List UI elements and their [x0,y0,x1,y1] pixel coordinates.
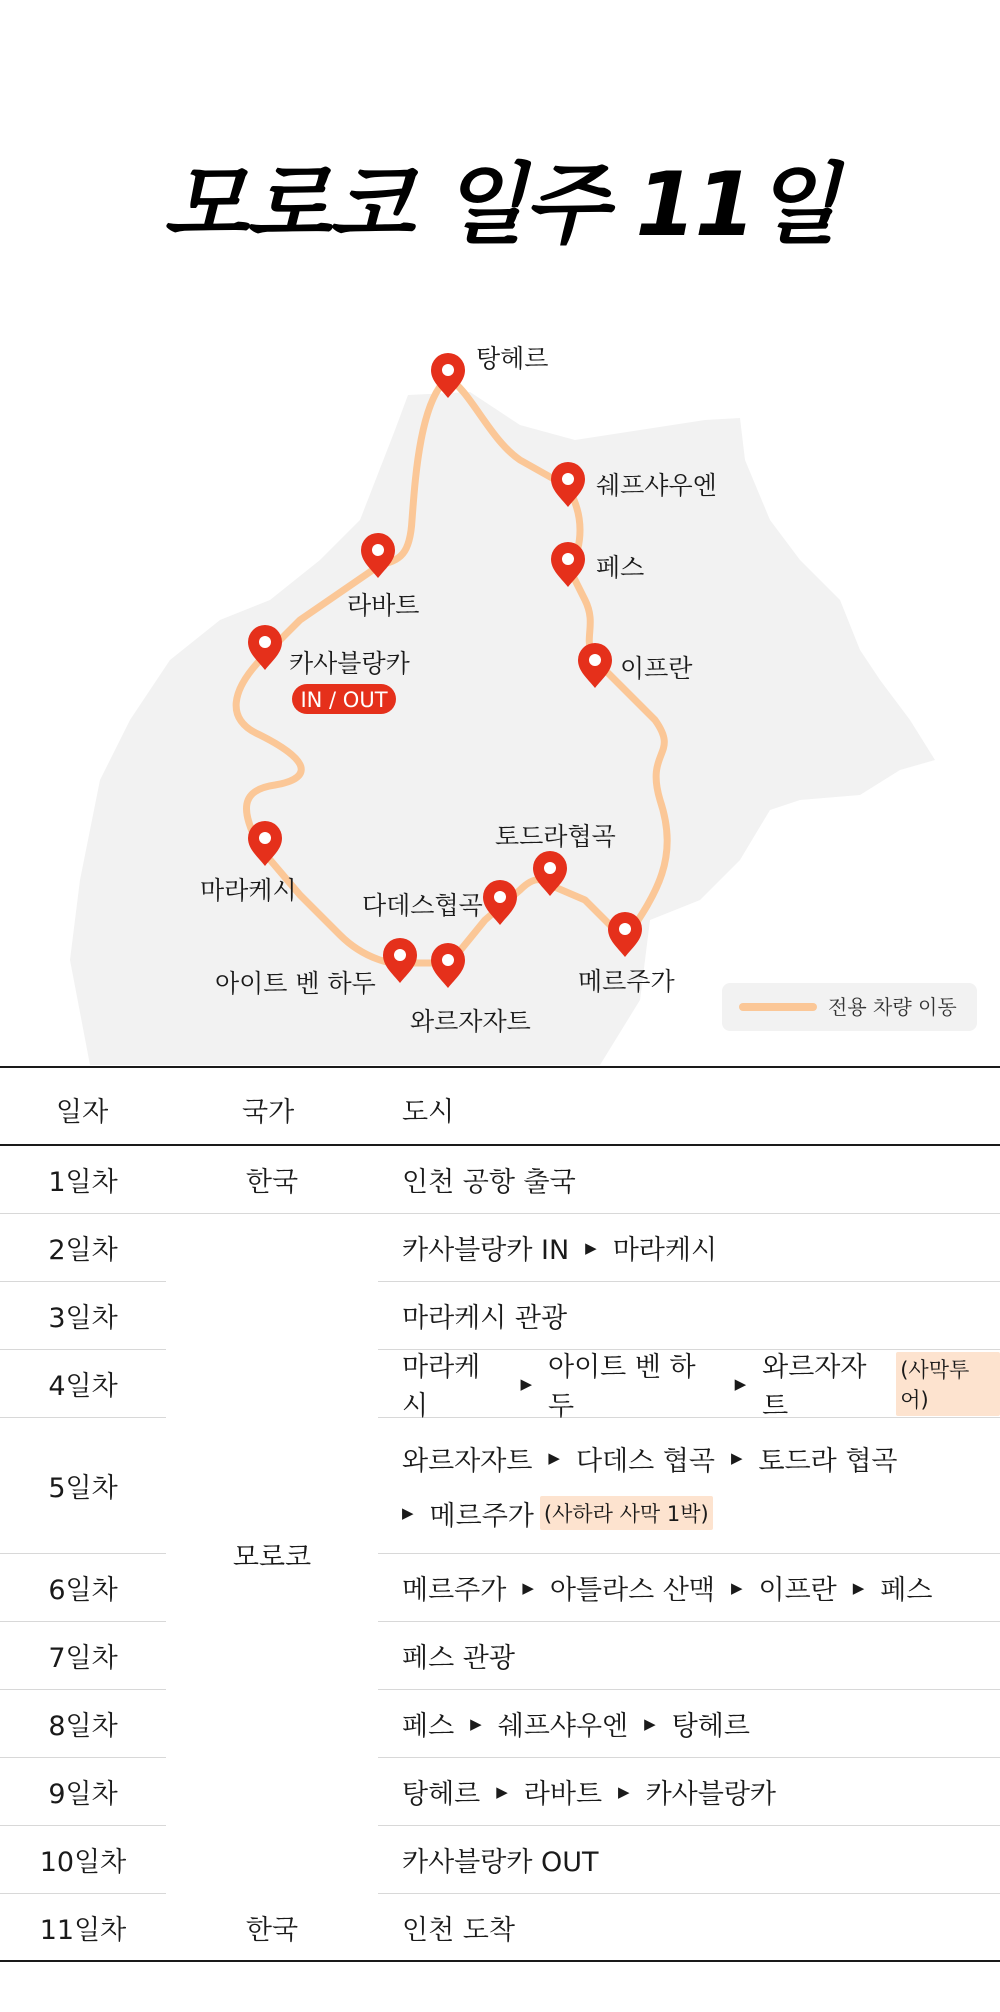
pin-dot [372,544,384,556]
city-label: 쉐프샤우엔 [596,471,717,500]
pin-dot [544,862,556,874]
arrow-icon: ▶ [470,1714,482,1733]
city-label: 와르자자트 [410,1007,531,1036]
route-line [402,1296,567,1335]
route-stop: 라바트 [523,1779,603,1810]
day-cell: 1일차 [0,1146,166,1214]
route-line [402,1568,932,1607]
route-stop: 쉐프샤우엔 [497,1711,629,1742]
arrow-icon: ▶ [618,1782,630,1801]
route-stop: 다데스 협곡 [575,1445,715,1477]
route-stop: 마라케시 [402,1351,481,1422]
city-label: 아이트 벤 하두 [215,969,376,998]
badge-label: IN / OUT [300,688,388,712]
route-cell [378,1350,1000,1422]
route-stop: 탕헤르 [402,1779,481,1810]
day-cell: 6일차 [0,1554,166,1622]
route-line [402,1345,1000,1423]
route-line [402,1494,713,1533]
day-cell: 5일차 [0,1418,166,1554]
day-cell: 2일차 [0,1214,166,1282]
table-row [0,1554,1000,1622]
route-cell [378,1282,1000,1350]
route-stop: 와르자자트 [402,1445,533,1477]
route-cell [378,1418,1000,1554]
pin-dot [619,923,631,935]
route-cell [378,1826,1000,1894]
route-stop: 와르자자트 [762,1351,867,1422]
pin-dot [259,636,271,648]
legend-label: 전용 차량 이동 [828,995,957,1019]
header-day: 일자 [56,1097,109,1128]
route-line [402,1636,515,1675]
route-cell [378,1622,1000,1690]
city-label: 이프란 [620,654,693,683]
arrow-icon: ▶ [522,1578,534,1597]
route-stop: 인천 공항 출국 [402,1167,576,1198]
arrow-icon: ▶ [585,1238,597,1257]
route-line [402,1704,750,1743]
route-stop: 메르주가 [402,1575,507,1606]
route-line [402,1908,515,1947]
arrow-icon: ▶ [496,1782,508,1801]
table-row [0,1894,1000,1962]
morocco-landmass [70,392,935,1065]
legend [722,983,977,1031]
arrow-icon: ▶ [520,1374,533,1393]
pin-dot [442,954,454,966]
arrow-icon: ▶ [730,1449,743,1467]
page-title: 모로코 일주 11일 [163,153,837,256]
city-label: 토드라협곡 [495,822,616,851]
route-tag: (사하라 사막 1박) [540,1496,713,1530]
route-stop: 토드라 협곡 [758,1445,898,1477]
route-stop: 페스 [402,1711,455,1742]
day-cell: 10일차 [0,1826,166,1894]
route-stop: 마라케시 [612,1235,718,1266]
pin-dot [494,891,506,903]
route-line [402,1840,599,1879]
pin-dot [259,832,271,844]
day-cell: 8일차 [0,1690,166,1758]
table-row [0,1622,1000,1690]
route-stop: 탕헤르 [671,1711,750,1742]
country-cell: 한국 [166,1146,378,1214]
pin-dot [442,364,454,376]
route-map [0,300,1000,1070]
route-stop: 카사블랑카 [645,1779,777,1810]
route-stop: 마라케시 관광 [402,1303,568,1334]
route-cell [378,1894,1000,1962]
arrow-icon: ▶ [402,1504,414,1522]
arrow-icon: ▶ [548,1449,560,1467]
route-stop: 카사블랑카 IN [402,1235,570,1266]
header-country: 국가 [242,1097,295,1128]
day-cell: 7일차 [0,1622,166,1690]
pin-dot [394,949,406,961]
city-label: 탕헤르 [476,344,549,373]
route-cell [378,1690,1000,1758]
route-stop: 아틀라스 산맥 [549,1575,715,1606]
route-line [402,1228,717,1267]
city-label: 페스 [596,553,645,582]
country-cell-merged: 모로코 [232,1541,312,1573]
pin-dot [562,473,574,485]
table-row [0,1350,1000,1422]
city-label: 카사블랑카 [289,649,410,678]
route-stop: 페스 관광 [402,1643,515,1674]
route-cell [378,1214,1000,1282]
route-stop: 메르주가 [429,1500,534,1532]
table-row [0,1758,1000,1826]
city-label: 라바트 [347,591,420,620]
day-cell: 4일차 [0,1350,166,1418]
route-line [402,1772,776,1811]
route-cell [378,1146,1000,1214]
route-stop: 카사블랑카 OUT [402,1847,599,1878]
route-tag: (사막투어) [896,1352,1000,1416]
day-cell: 3일차 [0,1282,166,1350]
header-city: 도시 [402,1097,455,1128]
in-out-badge [292,684,396,714]
arrow-icon: ▶ [730,1578,743,1597]
arrow-icon: ▶ [644,1714,656,1733]
route-line [402,1439,898,1478]
table-row [0,1146,1000,1214]
route-stop: 아이트 벤 하두 [548,1351,696,1422]
table-row [0,1418,1000,1554]
itinerary-table [0,1066,1000,1962]
country-cell: 한국 [166,1894,378,1962]
pin-tangier [431,344,548,398]
table-row [0,1690,1000,1758]
table-header [0,1066,1000,1146]
table-row [0,1214,1000,1282]
arrow-icon: ▶ [852,1578,865,1597]
day-cell: 11일차 [0,1894,166,1962]
pin-dot [562,553,574,565]
route-cell [378,1554,1000,1622]
route-cell [378,1758,1000,1826]
route-line [402,1160,576,1199]
city-label: 마라케시 [200,876,297,905]
arrow-icon: ▶ [734,1374,747,1393]
route-stop: 페스 [880,1575,933,1606]
table-row [0,1826,1000,1894]
city-label: 다데스협곡 [362,891,483,920]
route-stop: 이프란 [758,1575,837,1606]
route-stop: 인천 도착 [402,1914,515,1946]
table-body [0,1146,1000,1962]
table-row [0,1282,1000,1350]
pin-dot [589,654,601,666]
city-label: 메르주가 [578,967,675,996]
day-cell: 9일차 [0,1758,166,1826]
